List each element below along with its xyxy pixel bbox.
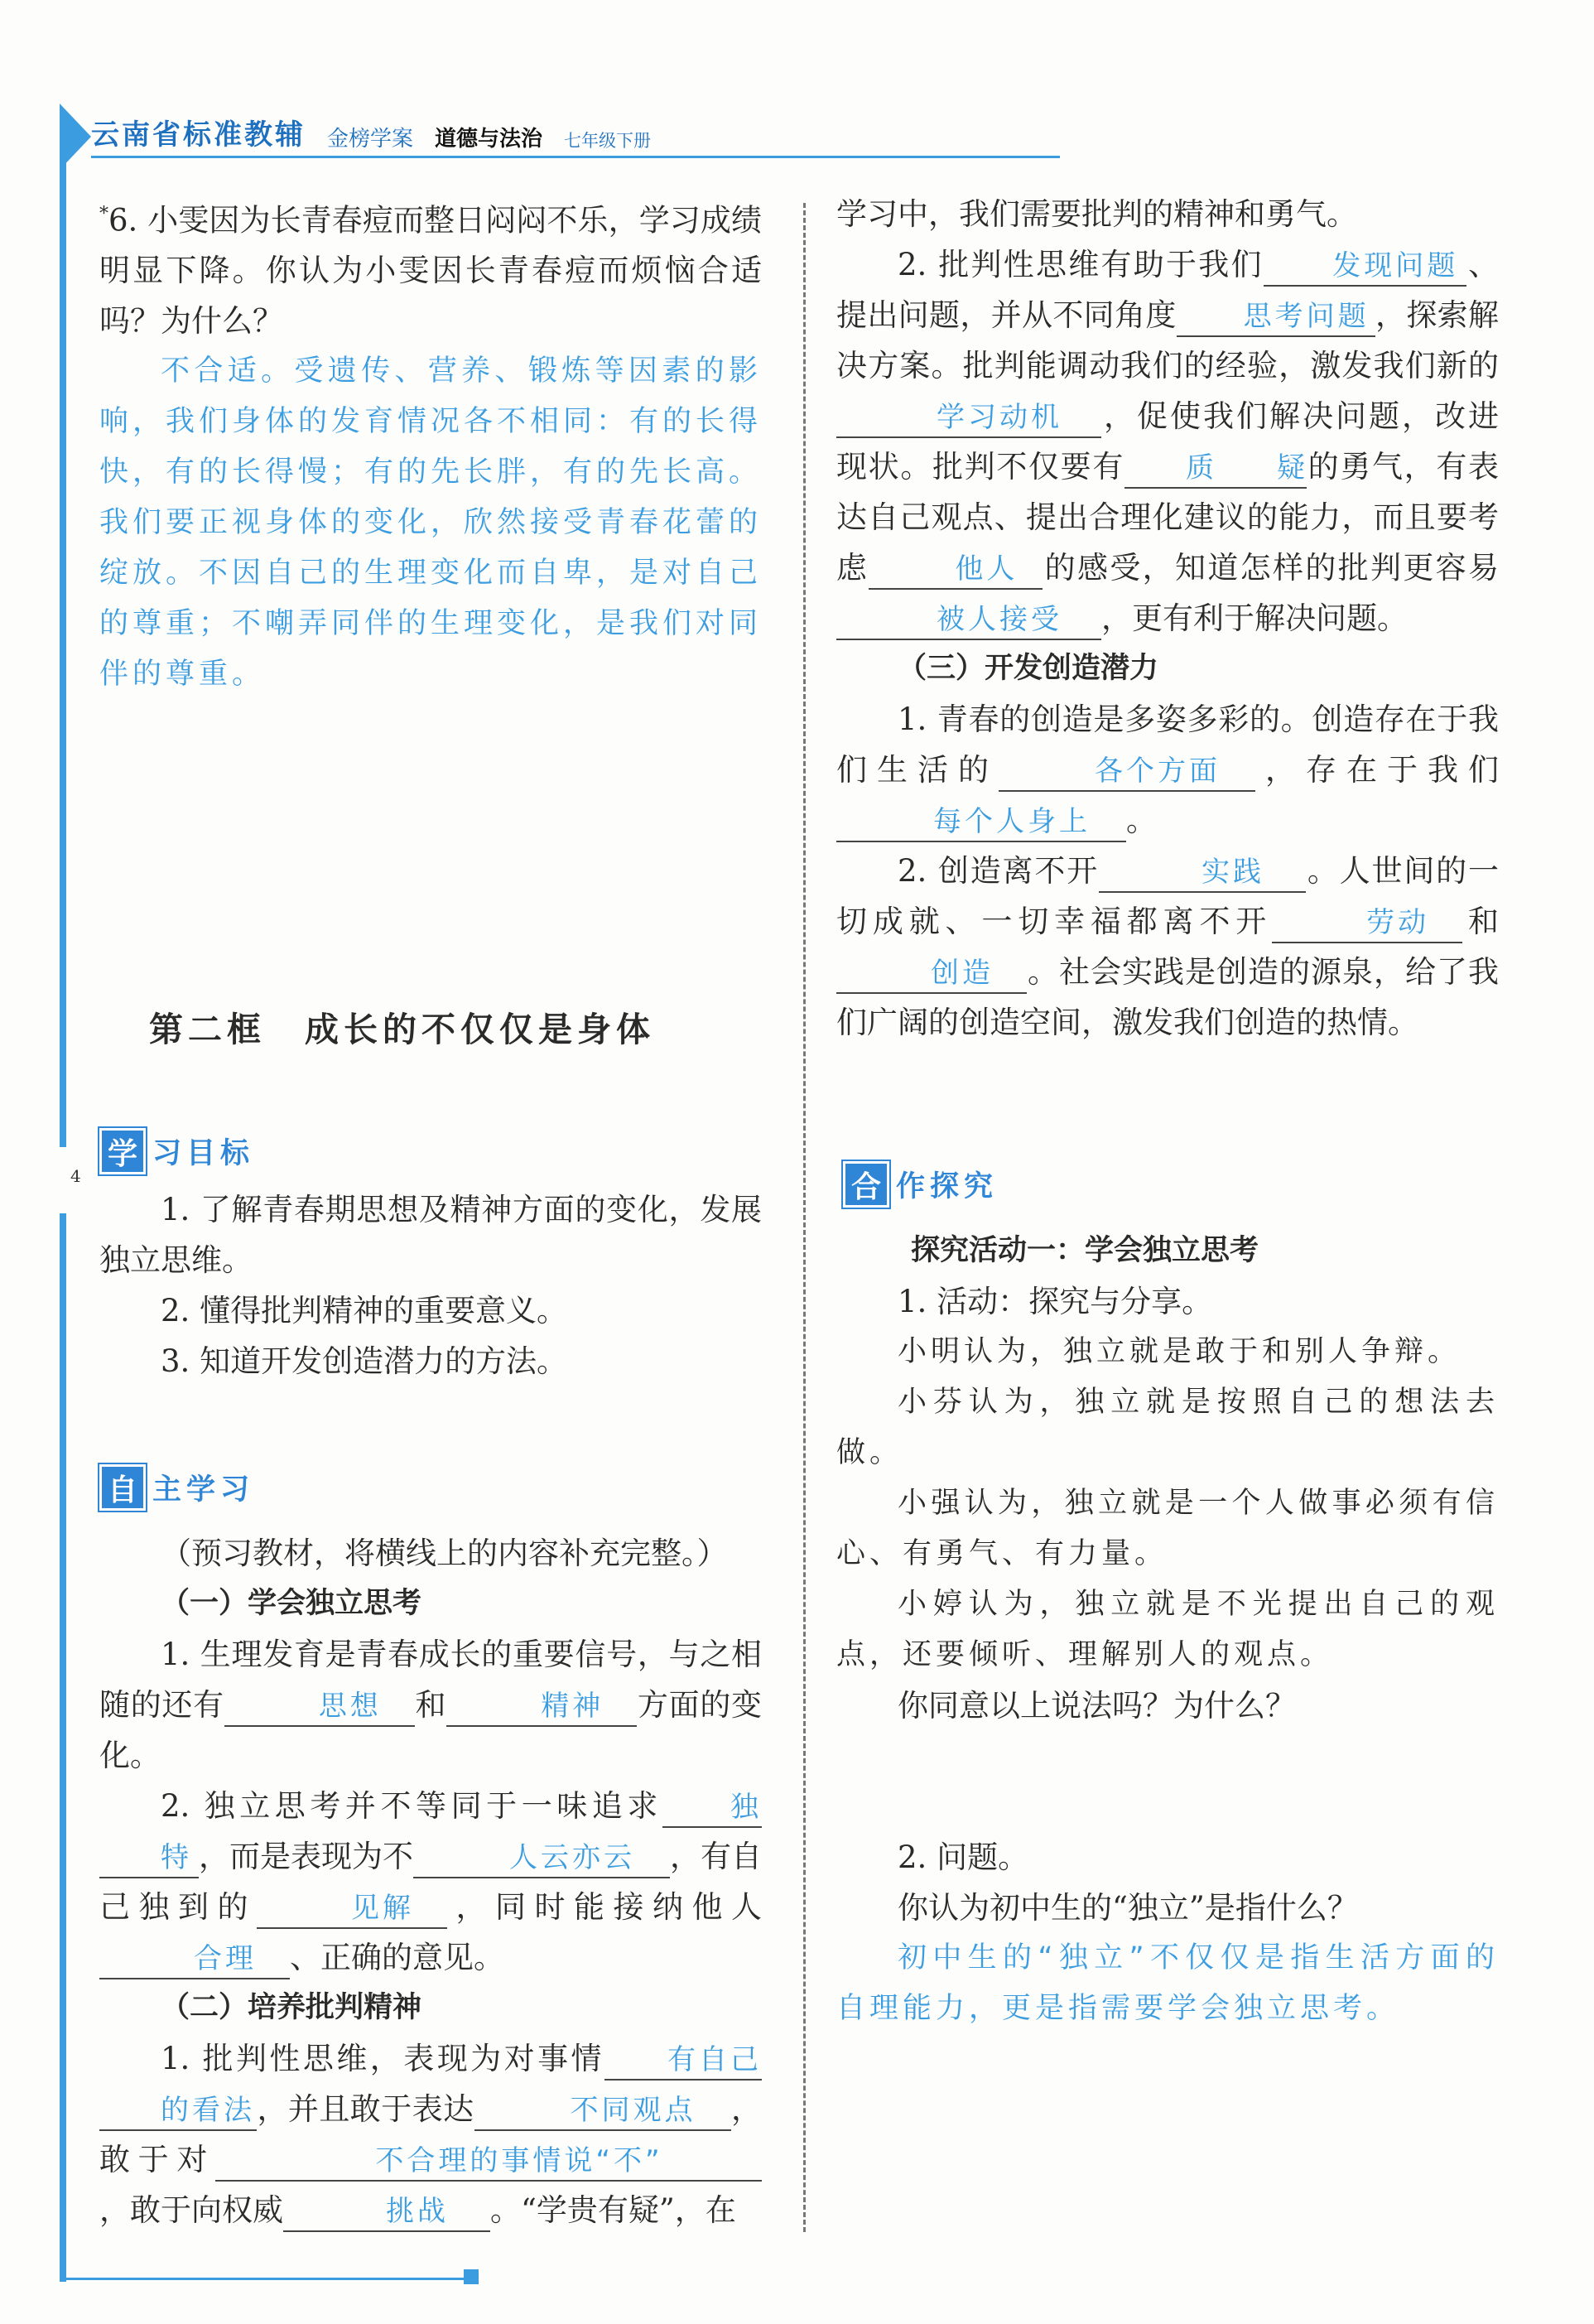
header-subject: 道德与法治 [435,127,543,152]
header-brand: 金榜学案 [327,127,414,152]
answer: 思想 [318,1690,382,1723]
tag-learning-goals [99,1128,254,1174]
learning-goals-list [99,1184,762,1386]
page-number: 4 [70,1166,81,1186]
cooperative-inquiry-content [836,1226,1499,2034]
answer: 特 [161,1841,192,1874]
answer: 每个人身上 [933,805,1091,838]
tag-self-study [99,1464,254,1511]
tag-cooperative-label: 作探究 [896,1170,999,1203]
answer: 独 [730,1791,762,1824]
fill-in-item: 1. 批判性思维，表现为对事情 有自己的看法，并且敢于表达 不同观点 ，敢于对 不合理的事情说“不”，敢于向权威 挑战 。“学贵有疑”，在 [99,2033,762,2235]
answer: 精神 [541,1690,604,1723]
activity-title: 探究活动一：学会独立思考 [911,1234,1259,1267]
answer: 学习动机 [937,401,1062,434]
goal-item: 3. 知道开发创造潜力的方法。 [161,1343,568,1379]
continued-text: 学习中，我们需要批判的精神和勇气。 [836,196,1357,232]
view-item: 小芬认为，独立就是按照自己的想法去做。 [836,1386,1499,1469]
fill-in-item: 2. 独立思考并不等同于一味追求 独特 ，而是表现为不 人云亦云 ，有自己独到的 见解 ，同时能接纳他人合理 、正确的意见。 [99,1781,762,1983]
header-rule [91,156,1060,158]
tag-learning-goals-box: 学 [99,1128,146,1174]
column-divider [803,203,806,2232]
page-header [91,109,651,152]
header-grade: 七年级下册 [564,131,652,151]
question-6 [99,189,762,700]
answer: 的看法 [161,2094,255,2127]
header-triangle-icon [60,104,91,170]
bottom-frame-rule [60,2278,474,2280]
part2-title: （二）培养批判精神 [161,1991,422,2024]
fill-in-item: 2. 批判性思维有助于我们 发现问题 、提出问题，并从不同角度 思考问题 ，探索解决方案。批判能调动我们的经验，激发我们新的学习动机 ，促使我们解决问题，改进现状。批判不仅要有 质 疑的勇气，有表达自己观点、提出合理化建议的能力，而且要考虑 他人 的感受，知道怎样的批判更容易被人接受 ，更有利于解决问题。 [836,239,1499,644]
goal-item: 2. 懂得批判精神的重要意义。 [161,1293,568,1328]
part1-title: （一）学会独立思考 [161,1587,422,1620]
answer: 创造 [931,957,994,990]
answer: 合理 [194,1942,257,1975]
left-frame-bar-top [60,112,66,1147]
answer: 思考问题 [1243,300,1370,333]
answer: 不同观点 [570,2094,696,2127]
answer: 人云亦云 [509,1841,635,1874]
answer: 被人接受 [937,603,1062,636]
self-study-content [99,1528,762,2235]
activity-label: 1. 活动：探究与分享。 [898,1284,1213,1319]
header-series: 云南省标准教辅 [91,118,306,152]
view-item: 小强认为，独立就是一个人做事必须有信心、有勇气、有力量。 [836,1487,1499,1570]
answer: 质 [1186,451,1217,485]
answer: 他人 [955,552,1019,586]
question-star: * [99,204,108,224]
goal-item: 1. 了解青春期思想及精神方面的变化，发展独立思维。 [99,1192,762,1278]
part3-title: （三）开发创造潜力 [898,652,1159,685]
fill-in-item: 1. 青春的创造是多姿多彩的。创造存在于我们生活的 各个方面 ，存在于我们每个人身上 。 [836,694,1499,846]
tag-self-study-label: 主学习 [152,1473,255,1507]
question-2-label: 2. 问题。 [898,1839,1029,1875]
answer: 劳动 [1366,906,1430,939]
right-column-content [836,189,1499,1048]
tag-self-study-box: 自 [99,1464,146,1511]
answer: 见解 [351,1892,414,1925]
answer: 不合理的事情说“不” [375,2144,663,2177]
view-item: 小婷认为，独立就是不光提出自己的观点，还要倾听、理解别人的观点。 [836,1588,1499,1671]
activity-question: 你同意以上说法吗？为什么？ [898,1688,1296,1724]
tag-learning-goals-label: 习目标 [152,1137,255,1170]
answer: 实践 [1202,856,1265,889]
bottom-corner-mark [464,2269,479,2284]
answer: 有自己 [667,2043,762,2076]
question-6-answer: 不合适。受遗传、营养、锻炼等因素的影响，我们身体的发育情况各不相同：有的长得快，有的长得慢；有的先长胖，有的先长高。我们要正视身体的变化，欣然接受青春花蕾的绽放。不因自己的生理变化而自卑，是对自己的尊重；不嘲弄同伴的生理变化，是我们对同伴的尊重。 [99,354,763,692]
left-frame-bar-bottom [60,1213,66,2282]
tag-cooperative-box: 合 [843,1161,889,1208]
question-2-answer: 初中生的“独立”不仅仅是指生活方面的自理能力，更是指需要学会独立思考。 [836,1941,1499,2025]
answer: 疑 [1277,451,1308,485]
fill-in-item: 1. 生理发育是青春成长的重要信号，与之相随的还有 思想 和 精神 方面的变化。 [99,1637,763,1773]
question-2-text: 你认为初中生的“独立”是指什么？ [898,1890,1358,1926]
section-title: 第二框 成长的不仅仅是身体 [149,1010,655,1049]
fill-in-item: 2. 创造离不开 实践 。人世间的一切成就、一切幸福都离不开 劳动 和创造 。社会实践是创造的源泉，给了我们广阔的创造空间，激发我们创造的热情。 [836,853,1500,1040]
answer: 发现问题 [1332,249,1459,282]
self-study-intro: （预习教材，将横线上的内容补充完整。） [161,1536,728,1571]
answer: 挑战 [386,2195,449,2228]
question-6-text: 6. 小雯因为长青春痘而整日闷闷不乐，学习成绩明显下降。你认为小雯因长青春痘而烦恼合适吗？为什么？ [99,202,762,340]
view-item: 小明认为，独立就是敢于和别人争辩。 [898,1335,1462,1368]
tag-cooperative-inquiry [843,1161,998,1208]
answer: 各个方面 [1095,755,1221,788]
